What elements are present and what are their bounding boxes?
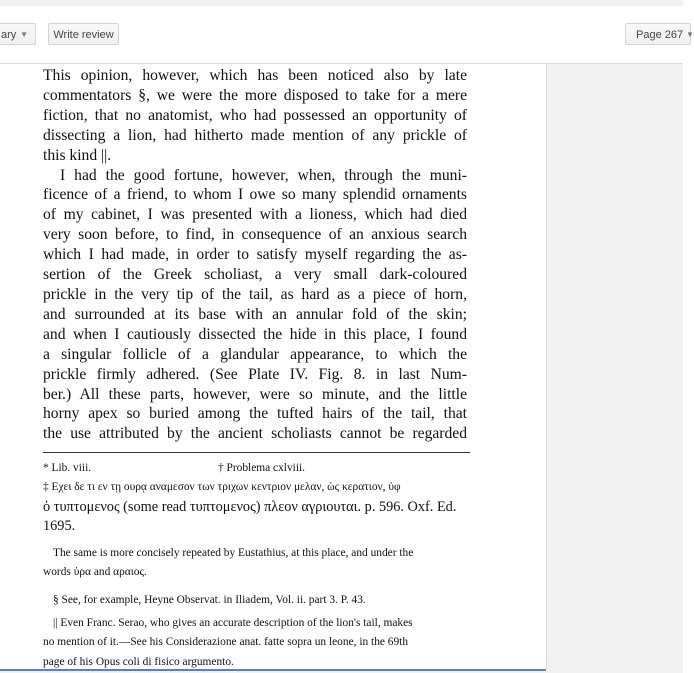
body-line: this kind ||. [43, 146, 112, 164]
body-line: which I had made, in order to satisfy myself regarding the as- [43, 246, 467, 264]
book-page [0, 64, 547, 669]
page-selector-dropdown[interactable] [625, 23, 694, 45]
dropdown-arrow-icon: ▼ [20, 30, 28, 39]
footnote-2-line: ‡ Εχει δε τι εν τῃ ουρᾳ αναμεσον των τριχων κεντριον μελαν, ὡς κερατιον, ὑφ [43, 481, 401, 494]
book-viewer[interactable] [0, 64, 683, 673]
body-line: dissecting a lion, had hitherto made mention of any prickle of [43, 126, 467, 144]
body-line: horny apex so buried among the tufted hairs of the tail, that [43, 405, 467, 423]
body-line: and surrounded at its base with an annular fold of the skin; [43, 305, 467, 323]
footnote-rule [43, 452, 470, 453]
footnotes [43, 459, 468, 672]
body-line: prickle firmly adhered. (See Plate IV. Fig. 8. in last Num- [43, 365, 467, 383]
footnote-3-line: The same is more concisely repeated by Eustathius, at this place, and under the [53, 547, 414, 560]
library-label: ary [1, 29, 17, 41]
footnote-3-line: words ὑρα and αραιος. [43, 566, 147, 579]
body-line: This opinion, however, which has been noticed also by late [43, 67, 467, 84]
write-review-button[interactable] [48, 23, 119, 45]
footnote-2-line: 1695. [43, 517, 76, 534]
footnote-lib: * Lib. viii. [43, 462, 92, 474]
body-line: ficence of a friend, to whom I owe so many splendid ornaments [43, 186, 467, 204]
footnote-2-line: ὁ τυπτομενος (some read τυπτομενος) πλεον αγριουται. p. 596. Oxf. Ed. [43, 498, 457, 515]
body-line: very soon before, to find, in consequence of an anxious search [43, 226, 467, 244]
library-dropdown-button[interactable] [0, 23, 36, 45]
body-line: commentators §, we were the more disposed to take for a mere [43, 86, 467, 104]
footnote-1 [43, 459, 468, 478]
body-line: sertion of the Greek scholiast, a very small dark-coloured [43, 266, 467, 284]
page-label: Page 267 [636, 29, 684, 41]
toolbar [0, 6, 694, 64]
footnote-problema: † Problema cxlviii. [218, 462, 305, 474]
body-line: I had the good fortune, however, when, through the muni- [60, 166, 467, 184]
footnote-5-line: page of his Opus coli di fisico argumento. [43, 655, 234, 668]
page-body-text [43, 66, 467, 444]
write-review-label: Write review [53, 29, 114, 41]
footnote-5-line: || Even Franc. Serao, who gives an accurate description of the lion's tail, makes [53, 617, 413, 630]
page-bottom-border [0, 669, 546, 671]
body-line: of my cabinet, I was presented with a lioness, which had died [43, 206, 467, 224]
page-dropdown-arrow-icon: ▼ [686, 30, 694, 39]
body-line: ber.) All these parts, however, were so minute, and the little [43, 385, 467, 403]
body-line: prickle in the very tip of the tail, as hard as a piece of horn, [43, 285, 467, 303]
body-line: fiction, that no anatomist, who had possessed an opportunity of [43, 106, 467, 124]
body-line: the use attributed by the ancient scholiasts cannot be regarded [43, 425, 467, 443]
footnote-4: § See, for example, Heyne Observat. in Iliadem, Vol. ii. part 3. P. 43. [53, 593, 366, 606]
body-line: and when I cautiously dissected the hide in this place, I found [43, 325, 467, 343]
body-line: a singular follicle of a glandular appearance, to which the [43, 345, 467, 363]
footnote-5-line: no mention of it.—See his Considerazione anat. fatte sopra un leone, in the 69th [43, 636, 409, 649]
